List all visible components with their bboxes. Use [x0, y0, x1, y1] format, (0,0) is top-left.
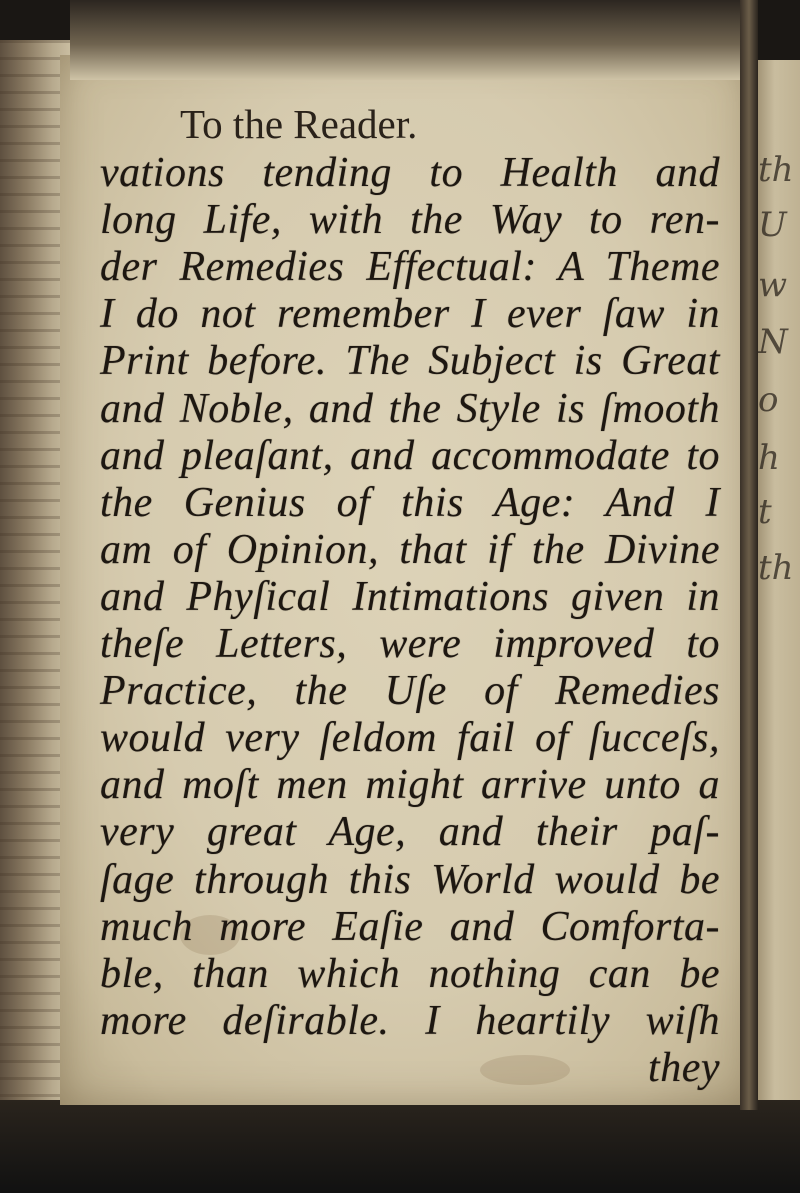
text-line: am of Opinion, that if the Divine [100, 527, 720, 573]
adjacent-page-strip [758, 60, 800, 1100]
text-line: and pleaſant, and accommodate to [100, 433, 720, 479]
binding-gutter [740, 0, 758, 1110]
page-top-shadow [70, 0, 750, 80]
text-line: der Remedies Effectual: A Theme [100, 244, 720, 290]
text-line: very great Age, and their paſ- [100, 809, 720, 855]
adjacent-page-fragment: w [758, 265, 788, 305]
adjacent-page-fragment: th [758, 150, 794, 190]
text-line: theſe Letters, were improved to [100, 621, 720, 667]
text-line: and moſt men might arrive unto a [100, 762, 720, 808]
catchword: they [648, 1045, 720, 1091]
adjacent-page-fragment: U [758, 205, 787, 245]
text-line: would very ſeldom fail of ſucceſs, [100, 715, 720, 761]
adjacent-page-fragment: o [758, 380, 779, 420]
text-line: ble, than which nothing can be [100, 951, 720, 997]
text-line: the Genius of this Age: And I [100, 480, 720, 526]
text-line: more deſirable. I heartily wiſh [100, 998, 720, 1044]
text-line: much more Eaſie and Comforta- [100, 904, 720, 950]
text-line: Practice, the Uſe of Remedies [100, 668, 720, 714]
text-line: ſage through this World would be [100, 857, 720, 903]
text-line: long Life, with the Way to ren- [100, 197, 720, 243]
adjacent-page-fragment: h [758, 438, 780, 478]
text-line: and Noble, and the Style is ſmooth [100, 386, 720, 432]
text-line: vations tending to Health and [100, 150, 720, 196]
adjacent-page-fragment: t [758, 492, 772, 532]
text-line: I do not remember I ever ſaw in [100, 291, 720, 337]
bottom-shadow [0, 1100, 800, 1193]
text-line: and Phyſical Intimations given in [100, 574, 720, 620]
adjacent-page-fragment: N [758, 322, 788, 362]
text-line: Print before. The Subject is Great [100, 338, 720, 384]
running-head: To the Reader. [180, 101, 418, 147]
adjacent-page-fragment: th [758, 548, 794, 588]
